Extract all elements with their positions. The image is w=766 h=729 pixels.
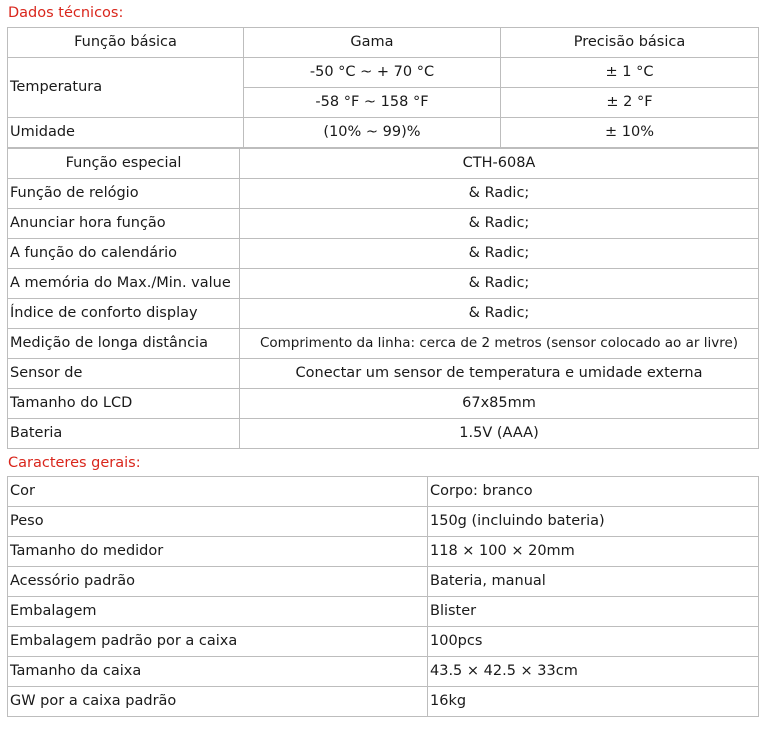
feature-label: Medição de longa distância [8,329,240,359]
table-row [8,567,759,597]
tech-section-title: Dados técnicos: [8,5,124,21]
feature-label: Sensor de [8,359,240,389]
feature-label: Bateria [8,419,240,449]
feature-value: & Radic; [240,209,759,239]
header-special-function: Função especial [8,149,240,179]
spec-label: Tamanho do medidor [8,537,428,567]
spec-value: 43.5 × 42.5 × 33cm [428,657,759,687]
spec-value: 16kg [428,687,759,717]
header-basic-precision: Precisão básica [501,28,759,58]
table-row [8,687,759,717]
header-model: CTH-608A [240,149,759,179]
spec-label: Embalagem padrão por a caixa [8,627,428,657]
table-row [8,179,759,209]
feature-label: A memória do Max./Min. value [8,269,240,299]
spec-label: Peso [8,507,428,537]
spec-value: 150g (incluindo bateria) [428,507,759,537]
table-row [8,118,759,148]
table-row [8,239,759,269]
feature-label: A função do calendário [8,239,240,269]
table-row [8,537,759,567]
table-header-row [8,28,759,58]
table-row [8,58,759,88]
spec-value: 100pcs [428,627,759,657]
humidity-precision: ± 10% [501,118,759,148]
general-specs-table [7,476,759,717]
basic-functions-table [7,27,759,148]
table-row [8,657,759,687]
temp-precision-celsius: ± 1 °C [501,58,759,88]
spec-value: Blister [428,597,759,627]
feature-value: & Radic; [240,299,759,329]
header-range: Gama [244,28,501,58]
feature-label: Tamanho do LCD [8,389,240,419]
spec-label: Embalagem [8,597,428,627]
temperature-label: Temperatura [8,58,244,118]
table-row [8,269,759,299]
feature-value: 67x85mm [240,389,759,419]
feature-label: Índice de conforto display [8,299,240,329]
table-row [8,597,759,627]
feature-value: Comprimento da linha: cerca de 2 metros (sensor colocado ao ar livre) [240,329,759,359]
header-basic-function: Função básica [8,28,244,58]
feature-label: Função de relógio [8,179,240,209]
table-row [8,209,759,239]
table-row [8,389,759,419]
spec-label: Acessório padrão [8,567,428,597]
feature-label: Anunciar hora função [8,209,240,239]
temp-range-fahrenheit: -58 °F ~ 158 °F [244,88,501,118]
spec-value: Corpo: branco [428,477,759,507]
table-row [8,627,759,657]
temp-precision-fahrenheit: ± 2 °F [501,88,759,118]
feature-value: & Radic; [240,179,759,209]
table-row [8,419,759,449]
table-row [8,329,759,359]
spec-label: GW por a caixa padrão [8,687,428,717]
spec-value: 118 × 100 × 20mm [428,537,759,567]
spec-value: Bateria, manual [428,567,759,597]
spec-label: Tamanho da caixa [8,657,428,687]
feature-value: Conectar um sensor de temperatura e umidade externa [240,359,759,389]
spec-label: Cor [8,477,428,507]
table-row [8,507,759,537]
table-row [8,299,759,329]
feature-value: & Radic; [240,239,759,269]
general-section-title: Caracteres gerais: [8,455,141,471]
special-functions-table [7,148,759,449]
feature-value: 1.5V (AAA) [240,419,759,449]
temp-range-celsius: -50 °C ~ + 70 °C [244,58,501,88]
table-header-row [8,149,759,179]
feature-value: & Radic; [240,269,759,299]
table-row [8,359,759,389]
humidity-label: Umidade [8,118,244,148]
humidity-range: (10% ~ 99)% [244,118,501,148]
table-row [8,477,759,507]
